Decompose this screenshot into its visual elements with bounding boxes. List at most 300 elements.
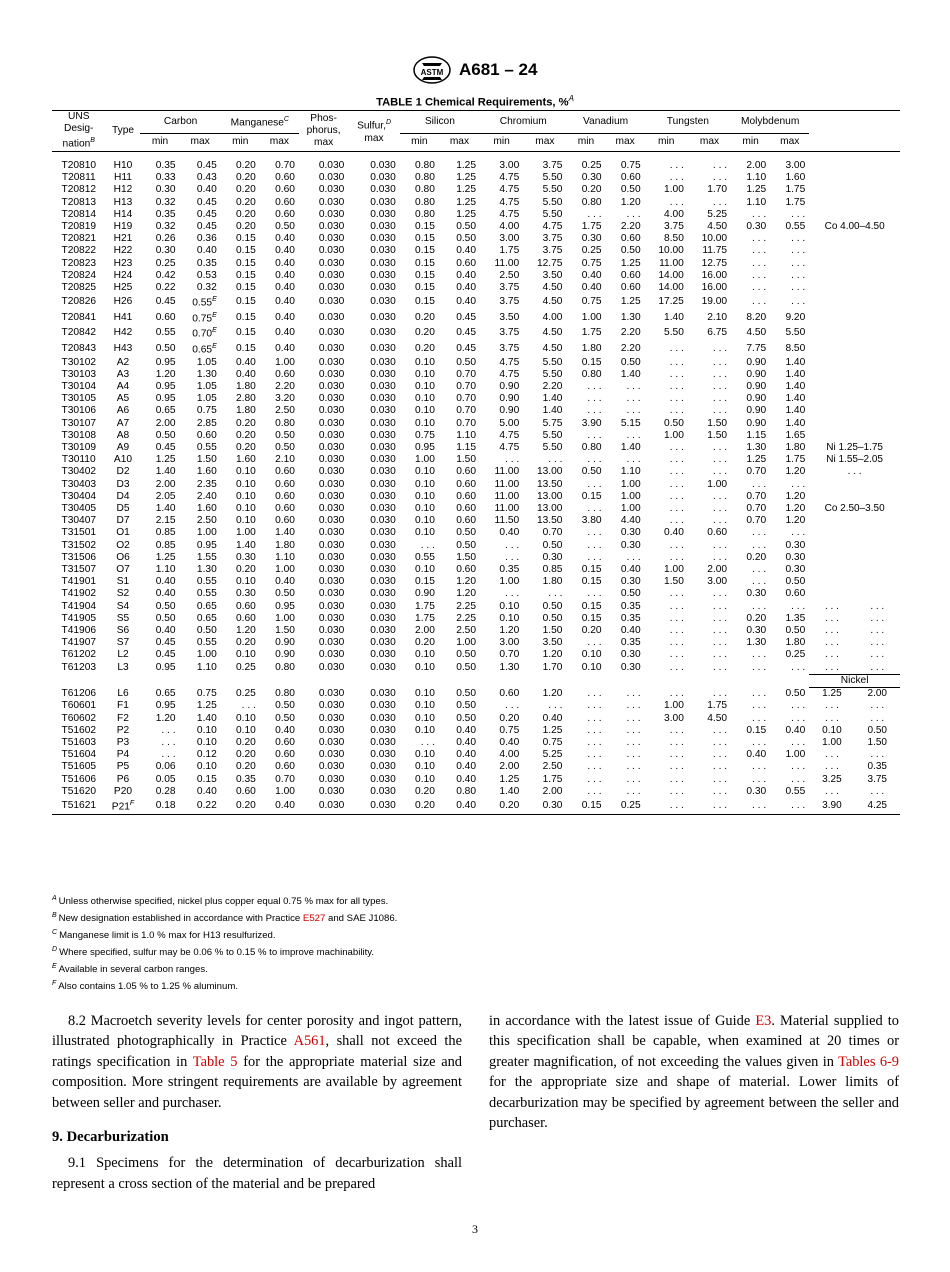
table-row (52, 737, 900, 749)
cell-value: 0.030 (370, 749, 396, 761)
cell-value: . . . (587, 724, 602, 736)
cell-uns: T51606 (61, 773, 97, 785)
cell-value: 0.60 (456, 257, 477, 269)
cell-value: 0.55 (785, 785, 806, 797)
table-row (52, 725, 900, 737)
cell-value: 0.22 (180, 798, 221, 814)
cell-value: . . . (712, 368, 728, 380)
table-row (52, 270, 900, 282)
cell-value: 0.10 (415, 749, 435, 761)
cell-type: H12 (113, 184, 133, 196)
cell-value: 0.10 (415, 564, 435, 576)
cell-value: 1.00 (275, 356, 295, 368)
col-phosphorus: Phos- phorus, max (299, 111, 348, 152)
cell-value: 0.20 (236, 196, 256, 208)
cell-value: 0.30 (581, 172, 602, 184)
spacer-cell (645, 674, 688, 687)
cell-value: 0.50 (620, 245, 641, 257)
cell-value: . . . (712, 612, 728, 624)
cell-extra: 1.00 (822, 736, 842, 748)
cell-value: 1.50 (456, 454, 477, 466)
cell-value: 0.90 (499, 381, 520, 393)
table-row (52, 294, 900, 310)
cell-value: 1.80 (785, 637, 806, 649)
cell-value: 4.75 (499, 442, 520, 454)
cell-value: 1.75 (707, 700, 728, 712)
cell-value: 0.70 (456, 381, 477, 393)
cell-value: 1.30 (196, 368, 217, 380)
cell-value: 0.50 (620, 184, 641, 196)
cell-value: 0.20 (415, 327, 435, 339)
cell-type: P4 (116, 749, 130, 761)
cell-value: . . . (669, 393, 684, 405)
cell-uns: T51604 (61, 749, 97, 761)
cell-value: 0.10 (236, 712, 256, 724)
cell-extra (809, 184, 854, 196)
cell-type: H24 (113, 269, 133, 281)
cell-value: . . . (712, 551, 728, 563)
cell-value: 1.00 (236, 527, 256, 539)
cell-value: 0.030 (370, 736, 396, 748)
cell-value: 0.030 (370, 724, 396, 736)
cell-extra (855, 515, 900, 527)
cell-value: 0.030 (370, 490, 396, 502)
cell-value: 1.70 (542, 661, 563, 673)
cell-value: . . . (712, 600, 728, 612)
cell-value: 0.40 (196, 245, 217, 257)
cell-uns: T20811 (61, 172, 96, 184)
spacer-cell (52, 674, 106, 687)
cell-value: . . . (505, 539, 520, 551)
cell-value: 0.10 (415, 649, 435, 661)
table-row (52, 172, 900, 184)
cell-value: 0.50 (456, 539, 477, 551)
cell-value: . . . (791, 257, 806, 269)
cell-extra (855, 282, 900, 294)
cell-value: 0.40 (620, 564, 641, 576)
cell-value: 0.90 (275, 649, 295, 661)
cell-value: 0.40 (275, 282, 295, 294)
cell-value: 1.75 (785, 184, 806, 196)
cell-value: 0.30 (155, 245, 176, 257)
chromium-min: min (480, 133, 523, 151)
cell-extra: 0.35 (867, 761, 887, 773)
cell-value: 0.45 (196, 221, 217, 233)
cell-value: 0.030 (318, 356, 345, 368)
cell-value: 0.030 (370, 588, 396, 600)
cell-value: 0.95 (155, 661, 176, 673)
cell-value: 0.53 (196, 269, 217, 281)
spacer-cell (480, 674, 523, 687)
cell-value: 4.00 (499, 221, 520, 233)
cell-value: 0.10 (415, 478, 435, 490)
cell-value: 5.50 (542, 184, 563, 196)
cell-value: 0.32 (155, 221, 176, 233)
cell-value: 0.75 (581, 295, 602, 307)
footnote-f: $^F$ Also contains 1.05 % to 1.25 % aluminum. (52, 979, 238, 993)
cell-value: 4.50 (707, 712, 728, 724)
table-row (52, 713, 900, 725)
cell-extra (855, 540, 900, 552)
cell-value: . . . (587, 700, 602, 712)
table-row (52, 649, 900, 661)
cell-value: 1.00 (785, 749, 806, 761)
cell-uns: T20822 (61, 245, 97, 257)
cell-value: 0.030 (370, 172, 396, 184)
cell-value: 0.30 (620, 527, 641, 539)
cell-value: 0.030 (370, 368, 396, 380)
cell-value: 0.65$^E$ (192, 343, 217, 356)
cell-value: 0.70 (275, 773, 295, 785)
cell-value: 4.75 (499, 184, 520, 196)
cell-value: . . . (712, 356, 728, 368)
cell-value: 0.95 (155, 356, 176, 368)
cell-value: 1.00 (664, 184, 684, 196)
cell-value: 0.70$^E$ (192, 327, 217, 340)
cell-type: P21$^F$ (106, 798, 141, 814)
cell-value: 2.00 (155, 478, 176, 490)
cell-value: 0.40 (236, 356, 256, 368)
col-silicon: Silicon (400, 111, 480, 134)
cell-value: 0.030 (318, 761, 345, 773)
cell-extra (855, 172, 900, 184)
spacer-cell (688, 674, 731, 687)
cell-value: 0.50 (196, 625, 217, 637)
cell-value: 1.30 (746, 637, 767, 649)
cell-value: 0.40 (275, 311, 295, 323)
cell-value: 2.50 (275, 405, 295, 417)
cell-value: 0.80 (415, 160, 435, 171)
cell-value: . . . (752, 295, 767, 307)
cell-value: 0.35 (236, 773, 256, 785)
cell-value: 0.70 (456, 368, 477, 380)
cell-value: 0.30 (620, 661, 641, 673)
cell-value: 0.10 (415, 661, 435, 673)
cell-extra (809, 564, 854, 576)
cell-extra (855, 152, 900, 173)
cell-value: 0.70 (275, 160, 295, 171)
cell-value: 0.50 (456, 687, 477, 699)
cell-value: . . . (587, 761, 602, 773)
cell-value: 0.60 (456, 490, 477, 502)
cell-value: . . . (626, 700, 641, 712)
cell-value: . . . (712, 381, 728, 393)
cell-value: 0.95 (155, 700, 176, 712)
cell-value: 0.90 (275, 637, 295, 649)
cell-type: S2 (116, 588, 130, 600)
table-row (52, 588, 900, 600)
cell-value: . . . (669, 687, 684, 699)
cell-value: 0.32 (155, 196, 176, 208)
cell-type: H11 (114, 172, 132, 184)
table-body (52, 152, 900, 815)
cell-uns: T20823 (61, 257, 97, 269)
table-row (52, 613, 900, 625)
cell-value: 0.90 (415, 588, 435, 600)
cell-type: D4 (116, 490, 130, 502)
cell-value: 1.20 (456, 588, 477, 600)
cell-value: 0.030 (318, 172, 345, 184)
cell-value: 0.40 (155, 576, 176, 588)
cell-value: 0.30 (236, 551, 256, 563)
cell-uns: T20819 (61, 221, 97, 233)
cell-uns: T30107 (61, 417, 97, 429)
cell-value: 0.10 (236, 724, 256, 736)
cell-value: . . . (791, 233, 806, 245)
cell-value: 1.75 (415, 600, 435, 612)
cell-value: 1.75 (785, 196, 806, 208)
cell-value: . . . (791, 478, 806, 490)
cell-value: 1.00 (456, 637, 477, 649)
cell-value: 2.85 (196, 417, 217, 429)
cell-uns: T60602 (61, 712, 97, 724)
cell-extra (855, 357, 900, 369)
cell-value: 0.30 (620, 649, 641, 661)
cell-value: 0.80 (581, 196, 602, 208)
cell-value: 0.45 (155, 295, 176, 307)
col-manganese: Manganese$^C$ (221, 111, 299, 134)
cell-value: 1.25 (456, 172, 477, 184)
table-title: TABLE 1 Chemical Requirements, %$^A$ (376, 94, 574, 109)
cell-value: 0.10 (415, 761, 435, 773)
page-number: 3 (472, 1222, 478, 1236)
cell-value: 1.25 (155, 551, 176, 563)
link-e527[interactable]: E527 (302, 913, 326, 925)
cell-value: 0.25 (236, 687, 256, 699)
cell-value: 0.030 (370, 342, 396, 354)
cell-value: . . . (626, 687, 641, 699)
cell-value: 1.00 (499, 576, 520, 588)
cell-uns: T61206 (61, 687, 97, 699)
cell-value: 0.80 (415, 208, 435, 220)
cell-value: 0.10 (415, 490, 435, 502)
cell-extra (855, 233, 900, 245)
cell-value: 1.75 (415, 612, 435, 624)
svg-text:ASTM: ASTM (420, 68, 443, 77)
cell-value: 1.20 (785, 490, 806, 502)
cell-value: 1.00 (275, 785, 295, 797)
cell-value: 0.15 (415, 282, 435, 294)
cell-type: H10 (113, 160, 133, 171)
cell-type: H26 (113, 295, 133, 307)
cell-extra: 0.10 (822, 724, 842, 736)
cell-value: . . . (791, 736, 806, 748)
cell-value: 0.030 (318, 233, 345, 245)
cell-value: 1.55 (196, 551, 217, 563)
cell-value: 4.50 (707, 221, 728, 233)
cell-value: . . . (669, 637, 684, 649)
cell-value: 1.40 (499, 785, 520, 797)
cell-value: . . . (669, 356, 684, 368)
cell-value: 1.05 (196, 381, 217, 393)
cell-value: 0.55$^E$ (192, 296, 217, 309)
cell-value: . . . (712, 454, 728, 466)
cell-value: 0.60 (456, 503, 477, 515)
cell-extra: . . . (847, 466, 862, 478)
cell-value: 2.50 (196, 515, 217, 527)
cell-value: . . . (791, 282, 806, 294)
cell-value: 1.40 (275, 527, 295, 539)
cell-value: 0.80 (275, 687, 295, 699)
cell-value: 0.030 (370, 661, 396, 673)
cell-value: 5.50 (542, 368, 563, 380)
cell-value: 0.030 (318, 342, 345, 354)
cell-value: 0.20 (236, 564, 256, 576)
cell-value: . . . (626, 429, 641, 441)
table-footnotes (52, 892, 902, 994)
cell-value: . . . (712, 405, 728, 417)
cell-extra (855, 479, 900, 491)
cell-value: 1.40 (785, 393, 806, 405)
cell-value: 10.00 (701, 233, 728, 245)
cell-value: . . . (587, 687, 602, 699)
cell-value: 0.030 (318, 736, 345, 748)
cell-value: 0.80 (456, 785, 477, 797)
cell-value: 0.10 (236, 649, 256, 661)
cell-value: . . . (420, 539, 435, 551)
cell-value: 13.50 (536, 478, 563, 490)
cell-value: 0.20 (236, 749, 256, 761)
table-row (52, 625, 900, 637)
table-row (52, 786, 900, 798)
table-row (52, 221, 900, 233)
cell-value: . . . (587, 749, 602, 761)
cell-value: 0.40 (236, 368, 256, 380)
cell-value: 0.030 (370, 761, 396, 773)
cell-value: 11.00 (494, 478, 520, 490)
cell-value: 0.030 (370, 576, 396, 588)
cell-value: . . . (587, 429, 602, 441)
cell-value: 0.50 (620, 356, 641, 368)
cell-value: 0.030 (318, 785, 345, 797)
cell-value: 0.35 (620, 612, 641, 624)
spacer-cell (770, 674, 809, 687)
cell-value: 0.10 (499, 612, 520, 624)
cell-value: 0.030 (370, 700, 396, 712)
cell-value: 0.80 (415, 196, 435, 208)
cell-value: 0.15 (581, 490, 602, 502)
cell-value: 0.030 (318, 564, 345, 576)
cell-extra (809, 381, 854, 393)
cell-extra (809, 294, 854, 310)
cell-value: 0.20 (581, 625, 602, 637)
cell-value: 0.030 (318, 208, 345, 220)
cell-value: . . . (669, 761, 684, 773)
cell-value: 0.030 (370, 405, 396, 417)
table-row (52, 761, 900, 773)
cell-value: 1.00 (707, 478, 728, 490)
cell-value: 0.20 (480, 798, 523, 814)
footnote-b: $^B$ New designation established in accordance with Practice E527 and SAE J1086. (52, 911, 398, 925)
cell-value: . . . (752, 661, 767, 673)
cell-uns: T61203 (61, 661, 97, 673)
link-e3[interactable]: E3 (755, 1013, 772, 1029)
cell-value: . . . (626, 393, 641, 405)
table-row (52, 381, 900, 393)
cell-value: 0.030 (318, 749, 345, 761)
cell-value: 14.00 (658, 282, 684, 294)
cell-value: 0.40 (275, 269, 295, 281)
cell-value: . . . (712, 515, 728, 527)
cell-value: 1.40 (155, 503, 176, 515)
cell-extra: . . . (824, 749, 839, 761)
link-tables-6-9[interactable]: Tables 6-9 (838, 1053, 900, 1070)
link-table-5[interactable]: Table 5 (192, 1053, 238, 1070)
cell-value: 0.030 (370, 311, 396, 323)
cell-value: 0.10 (415, 393, 435, 405)
cell-value: 0.10 (236, 515, 256, 527)
cell-value: 1.05 (196, 356, 217, 368)
cell-value: 0.05 (155, 773, 176, 785)
cell-value: 1.60 (196, 503, 217, 515)
cell-value: 0.15 (236, 245, 256, 257)
cell-value: 0.030 (318, 551, 345, 563)
cell-value: 1.80 (542, 576, 563, 588)
cell-value: 1.10 (456, 429, 477, 441)
table-row (52, 393, 900, 405)
cell-value: 3.75 (499, 295, 520, 307)
cell-value: . . . (669, 160, 684, 171)
astm-logo-icon (413, 56, 451, 84)
table-row (52, 798, 900, 814)
link-a561[interactable]: A561 (293, 1033, 326, 1050)
cell-value: . . . (791, 208, 806, 220)
cell-value: 4.75 (499, 196, 520, 208)
cell-uns: T31502 (61, 539, 97, 551)
cell-value: 0.60 (620, 233, 641, 245)
cell-value: 0.030 (370, 282, 396, 294)
cell-value: . . . (505, 551, 520, 563)
cell-extra: 1.25 (822, 688, 842, 700)
cell-value: 1.00 (415, 454, 435, 466)
cell-value: 0.35 (620, 637, 641, 649)
cell-value: 4.50 (542, 295, 563, 307)
cell-value: 0.45 (456, 327, 477, 339)
cell-type: A4 (116, 381, 130, 393)
col-vanadium: Vanadium (566, 111, 644, 134)
cell-value: 0.75 (581, 257, 602, 269)
cell-value: 1.40 (664, 311, 684, 323)
cell-value: 0.030 (370, 327, 396, 339)
cell-extra (855, 405, 900, 417)
cell-extra (809, 270, 854, 282)
cell-extra (809, 258, 854, 270)
cell-value: 0.030 (370, 539, 396, 551)
cell-value: . . . (752, 257, 767, 269)
cell-value: 0.40 (456, 282, 477, 294)
cell-value: 1.20 (785, 515, 806, 527)
cell-value: 0.06 (155, 761, 176, 773)
cell-value: 0.30 (785, 564, 806, 576)
cell-value: . . . (626, 551, 641, 563)
cell-value: 0.030 (370, 600, 396, 612)
cell-value: 1.50 (275, 625, 295, 637)
cell-value: . . . (587, 405, 602, 417)
cell-uns: T30103 (61, 368, 97, 380)
cell-extra: 3.25 (822, 773, 842, 785)
cell-extra (855, 527, 900, 539)
spacer-cell (348, 674, 399, 687)
cell-value: 0.60 (275, 515, 295, 527)
cell-value: . . . (626, 712, 641, 724)
cell-value: 3.00 (707, 576, 728, 588)
cell-value: 0.20 (236, 417, 256, 429)
cell-uns: T51605 (61, 761, 97, 773)
cell-value: . . . (791, 761, 806, 773)
cell-value: 0.030 (318, 393, 345, 405)
cell-value: 2.50 (542, 761, 563, 773)
spacer-cell (523, 674, 566, 687)
